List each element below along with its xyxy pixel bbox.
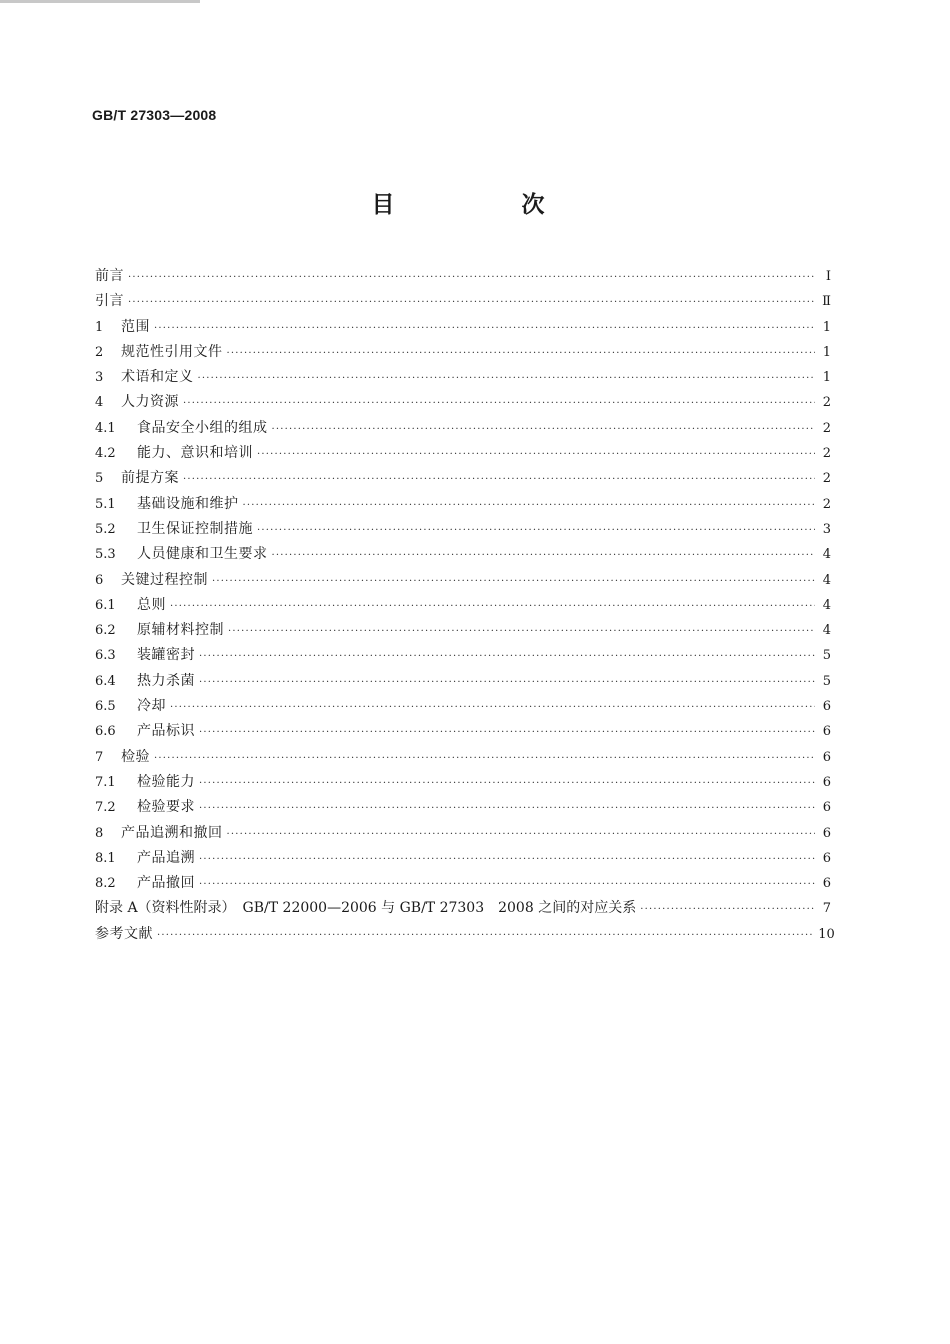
toc-entry[interactable] — [95, 316, 831, 341]
toc-entry-label: 产品追溯 — [137, 849, 195, 866]
toc-entry-label: 装罐密封 — [137, 647, 195, 664]
toc-leader-dots — [170, 703, 815, 713]
toc-entry-page: Ⅰ — [825, 269, 831, 284]
toc-entry-number: 7.1 — [95, 774, 116, 790]
toc-entry[interactable] — [95, 695, 831, 720]
toc-entry[interactable] — [95, 543, 831, 568]
toc-entry-number: 4.1 — [95, 420, 116, 436]
toc-leader-dots — [272, 425, 816, 435]
toc-leader-dots — [157, 931, 814, 941]
toc-entry-label: 原辅材料控制 — [137, 622, 224, 639]
toc-entry-page: 4 — [822, 547, 831, 563]
toc-entry-label: 能力、意识和培训 — [137, 445, 253, 462]
toc-entry-label: 总则 — [137, 596, 166, 613]
toc-entry-page: 1 — [822, 370, 831, 386]
toc-leader-dots — [198, 374, 816, 384]
toc-leader-dots — [640, 905, 815, 915]
toc-leader-dots — [243, 501, 816, 511]
toc-entry-label: 卫生保证控制措施 — [137, 520, 253, 537]
toc-entry[interactable] — [95, 442, 831, 467]
toc-entry-label: 检验要求 — [137, 799, 195, 816]
toc-leader-dots — [154, 324, 815, 334]
toc-leader-dots — [199, 728, 815, 738]
toc-entry-number: 6.4 — [95, 673, 116, 689]
toc-entry[interactable] — [95, 670, 831, 695]
toc-entry-page: 2 — [822, 471, 831, 487]
toc-entry-number: 3 — [95, 370, 104, 386]
toc-entry-page: 4 — [822, 572, 831, 588]
toc-entry-label: 关键过程控制 — [121, 571, 208, 588]
toc-entry[interactable] — [95, 847, 831, 872]
toc-entry-number: 5 — [95, 471, 104, 487]
toc-entry[interactable] — [95, 467, 831, 492]
toc-entry-number: 6.1 — [95, 597, 116, 613]
toc-leader-dots — [199, 880, 815, 890]
toc-leader-dots — [257, 450, 815, 460]
toc-entry-page: 1 — [822, 319, 831, 335]
toc-entry[interactable] — [95, 569, 831, 594]
toc-entry[interactable] — [95, 417, 831, 442]
toc-entry-label: 产品撤回 — [137, 875, 195, 892]
toc-entry-page: 4 — [822, 597, 831, 613]
toc-entry-page: 6 — [822, 876, 831, 892]
toc-entry-number: 8.2 — [95, 876, 116, 892]
toc-entry-label: 产品标识 — [137, 723, 195, 740]
toc-entry[interactable] — [95, 897, 831, 922]
toc-entry[interactable] — [95, 493, 831, 518]
toc-entry-label: 检验能力 — [137, 773, 195, 790]
toc-leader-dots — [183, 399, 815, 409]
toc-leader-dots — [257, 526, 815, 536]
toc-entry-number: 8.1 — [95, 850, 116, 866]
toc-entry-number: 5.1 — [95, 496, 116, 512]
toc-entry-page: 2 — [822, 420, 831, 436]
toc-entry-number: 6.3 — [95, 648, 116, 664]
toc-leader-dots — [199, 652, 815, 662]
toc-entry-page: 2 — [822, 496, 831, 512]
toc-entry-number: 7.2 — [95, 800, 116, 816]
toc-leader-dots — [170, 602, 815, 612]
toc-entry-number: 2 — [95, 344, 104, 360]
toc-entry[interactable] — [95, 822, 831, 847]
toc-title: 目 次 — [371, 192, 597, 218]
toc-entry-number: 7 — [95, 749, 104, 765]
toc-entry[interactable] — [95, 290, 831, 315]
toc-entry-number: 1 — [95, 319, 104, 335]
toc-list — [95, 265, 835, 948]
toc-leader-dots — [199, 678, 815, 688]
toc-entry-page: 7 — [822, 901, 831, 917]
toc-entry-page: 6 — [822, 749, 831, 765]
toc-entry[interactable] — [95, 594, 831, 619]
toc-entry-label: 前言 — [95, 268, 124, 284]
toc-entry-page: 2 — [822, 446, 831, 462]
toc-leader-dots — [272, 551, 816, 561]
toc-leader-dots — [199, 779, 815, 789]
toc-entry-page: 2 — [822, 395, 831, 411]
toc-leader-dots — [199, 804, 815, 814]
toc-entry-number: 4.2 — [95, 446, 116, 462]
toc-leader-dots — [154, 754, 815, 764]
toc-entry-label: 食品安全小组的组成 — [137, 419, 268, 436]
toc-leader-dots — [228, 627, 815, 637]
toc-entry[interactable] — [95, 391, 831, 416]
standard-code: GB/T 27303—2008 — [92, 107, 217, 123]
toc-entry-number: 5.2 — [95, 521, 116, 537]
toc-entry-page: 6 — [822, 850, 831, 866]
toc-entry-number: 4 — [95, 395, 104, 411]
toc-leader-dots — [128, 298, 815, 308]
toc-entry[interactable] — [95, 619, 831, 644]
toc-entry-number: 6.6 — [95, 724, 116, 740]
toc-entry[interactable] — [95, 366, 831, 391]
toc-entry-label: 人力资源 — [121, 394, 179, 411]
toc-entry[interactable] — [95, 872, 831, 897]
toc-leader-dots — [199, 855, 815, 865]
toc-entry-label: 规范性引用文件 — [121, 343, 223, 360]
toc-entry-page: 6 — [822, 825, 831, 841]
toc-entry-label: 参考文献 — [95, 925, 153, 942]
toc-entry-number: 8 — [95, 825, 104, 841]
toc-entry-label: 人员健康和卫生要求 — [137, 546, 268, 563]
toc-entry-label: 前提方案 — [121, 470, 179, 487]
toc-entry-number: 6 — [95, 572, 104, 588]
toc-leader-dots — [227, 830, 816, 840]
toc-entry-page: 10 — [818, 926, 835, 942]
toc-entry-page: 6 — [822, 699, 831, 715]
toc-entry-page: 6 — [822, 724, 831, 740]
toc-entry-label: 检验 — [121, 748, 150, 765]
toc-entry[interactable] — [95, 796, 831, 821]
toc-entry-page: 6 — [822, 800, 831, 816]
toc-entry-label: 引言 — [95, 293, 124, 310]
toc-entry[interactable] — [95, 771, 831, 796]
toc-entry-label: 热力杀菌 — [137, 672, 195, 689]
toc-entry-page: 3 — [822, 521, 831, 537]
toc-entry[interactable] — [95, 518, 831, 543]
toc-entry-page: 1 — [822, 344, 831, 360]
toc-entry-number: 6.5 — [95, 699, 116, 715]
toc-leader-dots — [212, 577, 815, 587]
toc-entry-label: 术语和定义 — [121, 369, 194, 386]
toc-entry[interactable] — [95, 265, 831, 290]
toc-entry-page: 4 — [822, 623, 831, 639]
toc-entry[interactable] — [95, 923, 835, 948]
toc-leader-dots — [183, 475, 815, 485]
toc-entry-number: 6.2 — [95, 623, 116, 639]
toc-leader-dots — [227, 349, 816, 359]
toc-entry-label: 范围 — [121, 318, 150, 335]
toc-entry[interactable] — [95, 341, 831, 366]
toc-entry-label: 冷却 — [137, 698, 166, 715]
toc-entry-label: 基础设施和维护 — [137, 495, 239, 512]
toc-leader-dots — [128, 273, 815, 283]
toc-entry-page: Ⅱ — [822, 294, 831, 310]
toc-entry[interactable] — [95, 746, 831, 771]
toc-entry-label: 产品追溯和撤回 — [121, 824, 223, 841]
toc-entry-page: 6 — [822, 774, 831, 790]
scan-edge-mark — [0, 0, 200, 3]
toc-entry[interactable] — [95, 720, 831, 745]
toc-entry-label: 附录 A（资料性附录） GB/T 22000—2006 与 GB/T 27303 2008 之间的对应关系 — [95, 900, 637, 917]
toc-entry-page: 5 — [822, 648, 831, 664]
toc-entry-number: 5.3 — [95, 547, 116, 563]
toc-entry-page: 5 — [822, 673, 831, 689]
toc-entry[interactable] — [95, 644, 831, 669]
